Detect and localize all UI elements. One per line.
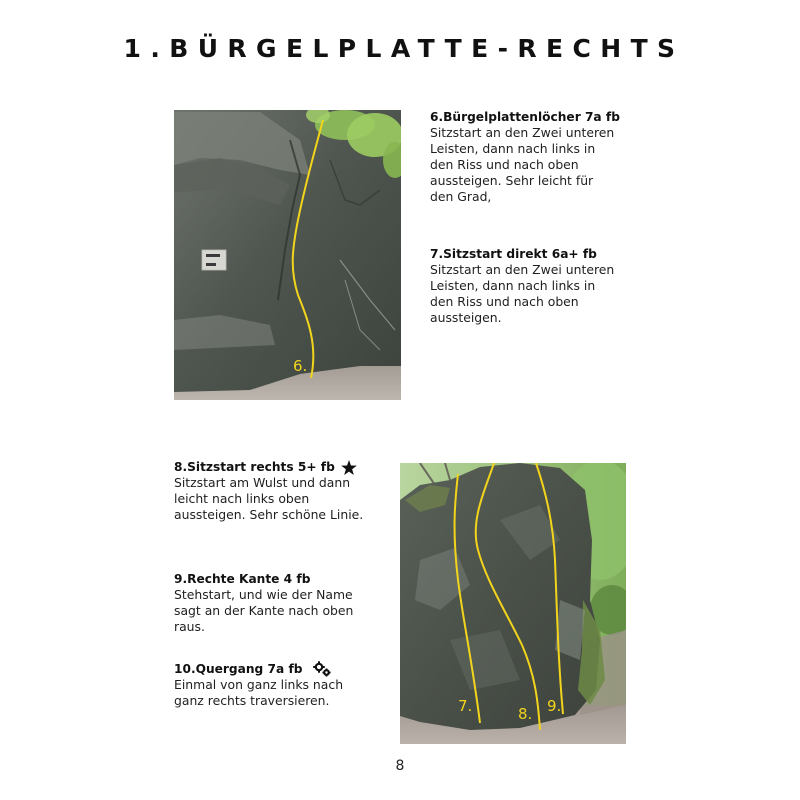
star-icon [341, 460, 357, 475]
route-desc-line: Leisten, dann nach links in [430, 141, 596, 156]
gears-icon [312, 661, 332, 677]
route-title: 9.Rechte Kante 4 fb [174, 572, 311, 586]
route-desc-line: Stehstart, und wie der Name [174, 587, 353, 602]
route-desc-line: den Grad, [430, 189, 492, 204]
route-label-8: 8. [518, 705, 533, 723]
route-title-row [174, 459, 389, 475]
route-title: 10.Quergang 7a fb [174, 662, 303, 676]
route-10-description [174, 661, 389, 709]
route-title: 6.Bürgelplattenlöcher 7a fb [430, 110, 620, 124]
route-label-9: 9. [547, 697, 562, 715]
route-desc-line: Leisten, dann nach links in [430, 278, 596, 293]
route-title: 8.Sitzstart rechts 5+ fb [174, 460, 335, 474]
route-8-description [174, 459, 389, 523]
route-title: 7.Sitzstart direkt 6a+ fb [430, 247, 597, 261]
route-9-description [174, 571, 389, 635]
route-6-description [430, 109, 645, 205]
route-desc-line: Einmal von ganz links nach [174, 677, 344, 692]
route-label-7: 7. [458, 697, 473, 715]
route-desc-line: aussteigen. [430, 310, 502, 325]
photo-boulder-left-face [174, 110, 401, 400]
route-desc-line: Sitzstart am Wulst und dann [174, 475, 351, 490]
route-desc-line: aussteigen. Sehr schöne Linie. [174, 507, 364, 522]
route-7-description [430, 246, 645, 326]
route-desc-line: leicht nach links oben [174, 491, 310, 506]
route-desc-line: raus. [174, 619, 205, 634]
photo-boulder-right [400, 463, 626, 744]
route-desc-line: aussteigen. Sehr leicht für [430, 173, 594, 188]
page-number: 8 [395, 758, 405, 774]
route-desc-line: sagt an der Kante nach oben [174, 603, 354, 618]
route-desc-line: Sitzstart an den Zwei unteren [430, 262, 615, 277]
route-label-6: 6. [293, 357, 308, 375]
route-desc-line: ganz rechts traversieren. [174, 693, 330, 708]
route-desc-line: den Riss und nach oben [430, 294, 579, 309]
route-desc-line: Sitzstart an den Zwei unteren [430, 125, 615, 140]
page-title: 1.BÜRGELPLATTE-RECHTS [123, 34, 685, 63]
route-title-row [174, 661, 389, 677]
trail-sign [202, 250, 226, 270]
route-desc-line: den Riss und nach oben [430, 157, 579, 172]
